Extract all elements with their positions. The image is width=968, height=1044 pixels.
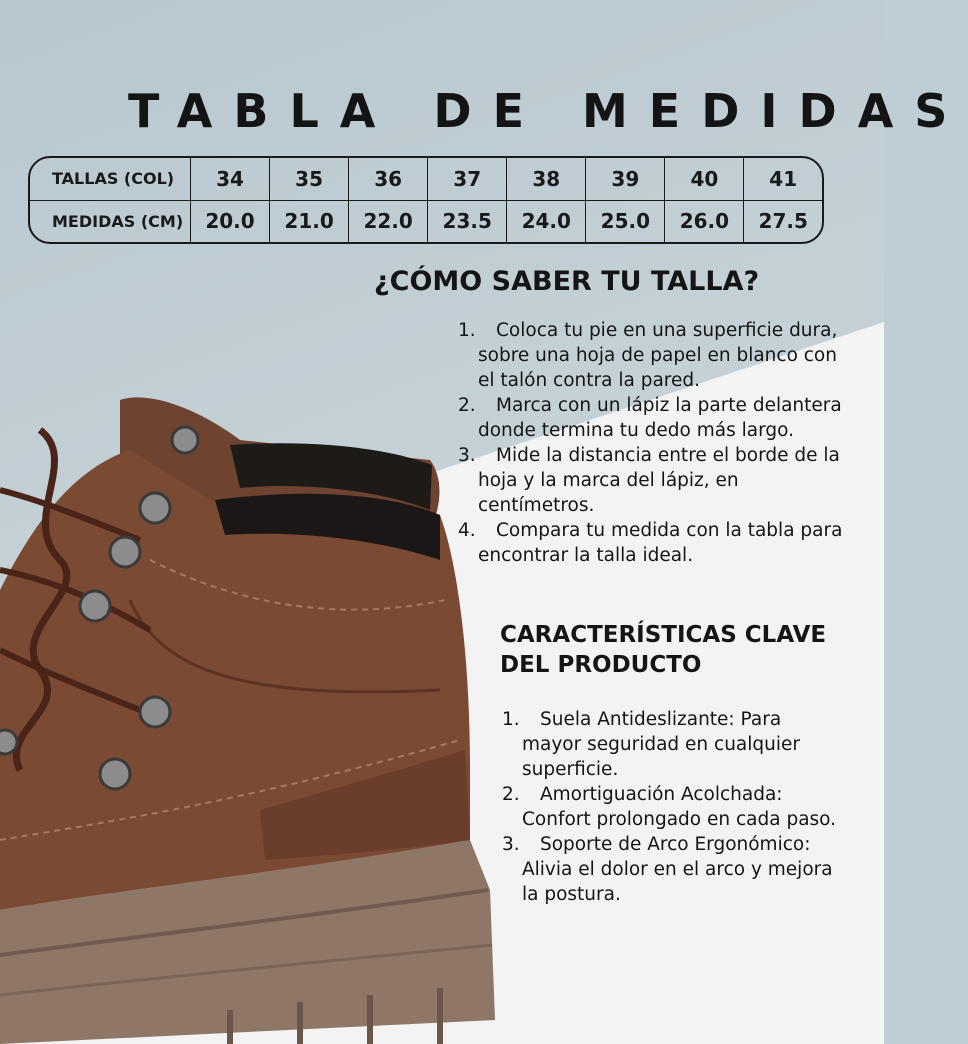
size-cell: 41 [744,158,822,201]
size-cell: 38 [507,158,586,201]
measure-cell: 24.0 [507,201,586,242]
eyelet [0,730,17,754]
measure-cell: 23.5 [428,201,507,242]
measure-cell: 22.0 [349,201,428,242]
step-text: Marca con un lápiz la parte delantera donde termina tu dedo más largo. [478,395,842,441]
measure-cell: 25.0 [586,201,665,242]
sizes-row [30,158,822,201]
size-cell: 37 [428,158,507,201]
boot-image [0,370,520,1044]
howto-heading: ¿CÓMO SABER TU TALLA? [374,266,760,297]
step-text: Mide la distancia entre el borde de la hoja y la marca del lápiz, en centímetros. [478,445,840,516]
measure-cell: 20.0 [191,201,270,242]
size-cell: 39 [586,158,665,201]
list-item [502,832,842,907]
list-item [458,518,858,568]
size-cell: 36 [349,158,428,201]
features-list [502,707,842,907]
page-title: TABLA DE MEDIDAS [128,84,968,138]
list-item [458,318,858,393]
step-number: 4. [458,520,476,541]
feature-text: Soporte de Arco Ergonómico: Alivia el dolor en el arco y mejora la postura. [522,834,833,905]
eyelet [140,493,170,523]
eyelet [80,591,110,621]
eyelet [100,759,130,789]
eyelet [110,537,140,567]
measures-row-header: MEDIDAS (CM) [30,201,191,242]
list-item [502,782,842,832]
feature-number: 3. [502,834,520,855]
sizes-row-header: TALLAS (COL) [30,158,191,201]
step-number: 3. [458,445,476,466]
step-text: Coloca tu pie en una superficie dura, sobre una hoja de papel en blanco con el talón contra la pared. [478,320,838,391]
eyelet [172,427,198,453]
feature-text: Amortiguación Acolchada: Confort prolongado en cada paso. [522,784,837,830]
features-heading-line2: DEL PRODUCTO [500,652,702,678]
list-item [458,443,858,518]
size-chart-table [28,156,824,244]
measure-cell: 27.5 [758,209,808,234]
feature-text: Suela Antideslizante: Para mayor seguridad en cualquier superficie. [522,709,801,780]
features-heading-line1: CARACTERÍSTICAS CLAVE [500,622,827,648]
measure-cell: 21.0 [270,201,349,242]
measures-row [30,201,822,242]
measure-cell: 26.0 [665,201,744,242]
step-number: 1. [458,320,476,341]
size-cell: 34 [191,158,270,201]
step-text: Compara tu medida con la tabla para encontrar la talla ideal. [478,520,843,566]
size-cell: 35 [270,158,349,201]
list-item [502,707,842,782]
size-cell: 40 [665,158,744,201]
step-number: 2. [458,395,476,416]
feature-number: 1. [502,709,520,730]
feature-number: 2. [502,784,520,805]
list-item [458,393,858,443]
eyelet [140,697,170,727]
howto-steps-list [458,318,858,568]
features-heading [500,620,826,680]
